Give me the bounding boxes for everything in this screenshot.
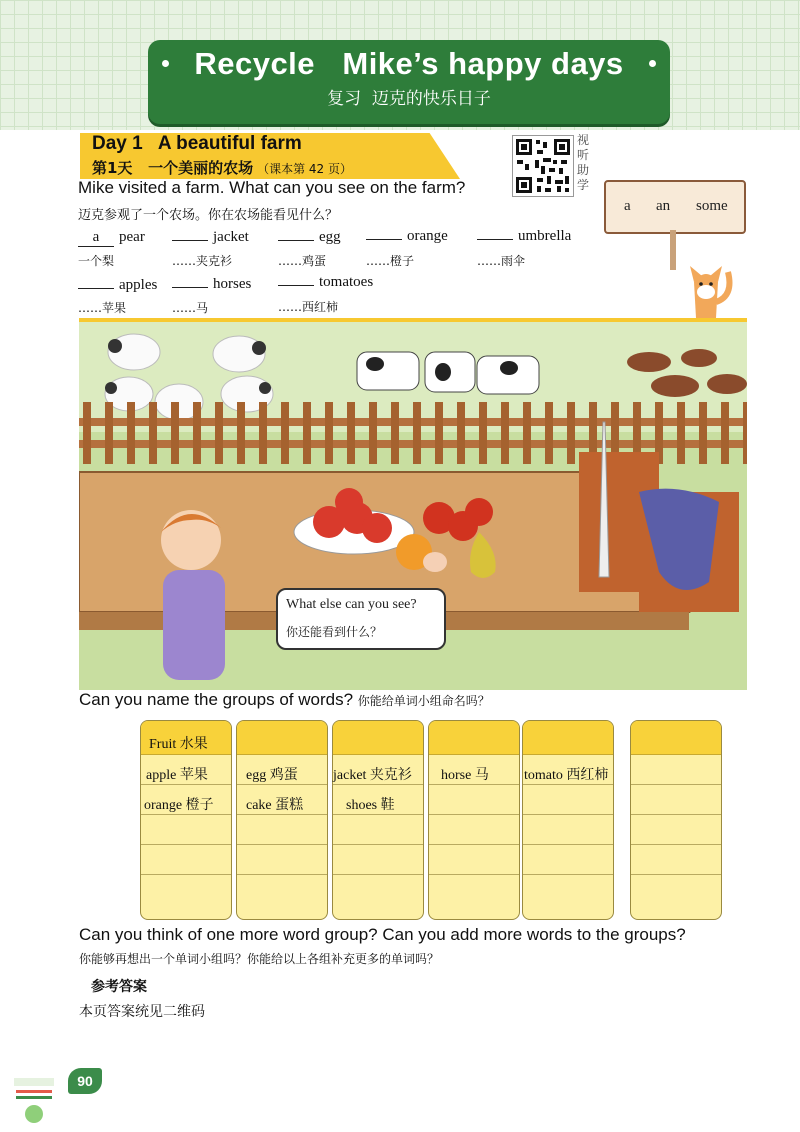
group-word: orange 橙子 <box>144 798 214 813</box>
group-heading[interactable]: Fruit 水果 <box>149 737 208 752</box>
answer-blank[interactable]: a <box>78 229 114 247</box>
fence-post <box>457 402 465 464</box>
word-group-card <box>332 720 424 920</box>
item-zh: ……马 <box>172 301 209 315</box>
egg-icon <box>423 552 447 572</box>
fence-post <box>567 402 575 464</box>
fence-post <box>699 402 707 464</box>
item-word: orange <box>407 228 448 244</box>
exercise3-question-zh: 你能够再想出一个单词小组吗？你能给以上各组补充更多的单词吗？ <box>79 952 440 966</box>
item-zh: 一个梨 <box>78 254 115 268</box>
group-word: jacket 夹克衫 <box>333 768 412 783</box>
exercise1-question-en: Mike visited a farm. What can you see on the farm? <box>78 178 466 197</box>
page-title-en: Recycle Mike’s happy days <box>194 46 624 81</box>
banner-dot-right <box>649 60 656 67</box>
page-title-banner <box>148 40 670 124</box>
speech-bubble-en: What else can you see? <box>286 597 417 612</box>
exercise1-item <box>278 274 373 291</box>
item-word: umbrella <box>518 228 572 244</box>
word-sign <box>604 180 746 234</box>
answer-blank[interactable] <box>278 240 314 241</box>
item-word: pear <box>119 229 145 245</box>
exercise1-item <box>78 277 157 294</box>
fence-post <box>743 402 747 464</box>
exercise1-question-zh: 迈克参观了一个农场。你在农场能看见什么？ <box>78 208 339 223</box>
exercise1-item <box>366 228 448 245</box>
fox-mascot-icon <box>676 252 736 318</box>
item-zh: ……西红柿 <box>278 300 339 314</box>
answer-blank[interactable] <box>78 288 114 289</box>
fence-post <box>523 402 531 464</box>
fence-post <box>83 402 91 464</box>
exercise1-item <box>278 229 341 246</box>
fence-post <box>303 402 311 464</box>
word-group-card <box>428 720 520 920</box>
fence-post <box>677 402 685 464</box>
speech-bubble <box>276 588 446 650</box>
group-word: horse 马 <box>441 768 489 783</box>
exercise2-question <box>79 690 490 710</box>
fence-post <box>325 402 333 464</box>
fence-post <box>479 402 487 464</box>
page-title-zh: 复习 迈克的快乐日子 <box>327 89 491 109</box>
group-word: tomato 西红柿 <box>524 768 609 783</box>
fence-post <box>215 402 223 464</box>
sign-word: a <box>624 198 631 214</box>
exercise2-question-zh: 你能给单词小组命名吗？ <box>357 694 490 708</box>
page-number: 90 <box>68 1068 102 1094</box>
fence-post <box>435 402 443 464</box>
fence-post <box>347 402 355 464</box>
answer-blank[interactable] <box>172 240 208 241</box>
item-word: horses <box>213 276 252 292</box>
exercise1-item <box>477 228 571 245</box>
group-word: apple 苹果 <box>146 768 208 783</box>
qr-label: 视听助学 <box>577 133 590 192</box>
fence-post <box>501 402 509 464</box>
item-word: apples <box>119 277 158 293</box>
day-title-en: Day 1 A beautiful farm <box>92 133 302 154</box>
fence-post <box>149 402 157 464</box>
qr-code-icon <box>513 136 573 196</box>
answers-title: 参考答案 <box>91 979 147 995</box>
answers-text: 本页答案统见二维码 <box>79 1004 205 1020</box>
speech-bubble-zh: 你还能看到什么？ <box>286 625 383 639</box>
exercise1-item <box>78 229 145 247</box>
fence-post <box>127 402 135 464</box>
fence-post <box>281 402 289 464</box>
exercise3-question-en: Can you think of one more word group? Can you add more words to the groups? <box>79 925 686 944</box>
sign-word: an <box>656 198 671 214</box>
fence-post <box>259 402 267 464</box>
answer-blank[interactable] <box>477 239 513 240</box>
answer-blank[interactable] <box>278 285 314 286</box>
answer-blank[interactable] <box>172 287 208 288</box>
fence-post <box>105 402 113 464</box>
word-group-card <box>522 720 614 920</box>
fence-post <box>391 402 399 464</box>
item-word: egg <box>319 229 341 245</box>
day-title-zh-text: 第1天 一个美丽的农场 <box>92 159 254 177</box>
fence-post <box>193 402 201 464</box>
item-zh: ……鸡蛋 <box>278 254 327 268</box>
day-title-zh <box>92 157 352 178</box>
qr-code[interactable] <box>512 135 574 197</box>
item-word: tomatoes <box>319 274 374 290</box>
exercise2-question-en: Can you name the groups of words? <box>79 690 354 709</box>
exercise1-item <box>172 276 251 293</box>
word-group-card <box>236 720 328 920</box>
answer-blank[interactable] <box>366 239 402 240</box>
fence-post <box>369 402 377 464</box>
item-word: jacket <box>213 229 249 245</box>
group-word: cake 蛋糕 <box>246 798 304 813</box>
item-zh: ……雨伞 <box>477 254 526 268</box>
item-zh: ……夹克衫 <box>172 254 233 268</box>
fence-post <box>545 402 553 464</box>
item-zh: ……橙子 <box>366 254 415 268</box>
cow-icon <box>357 352 539 394</box>
fence-post <box>171 402 179 464</box>
boy-illustration <box>161 510 225 680</box>
group-word: egg 鸡蛋 <box>246 768 298 783</box>
fence-post <box>237 402 245 464</box>
word-group-card <box>630 720 722 920</box>
fence-post <box>413 402 421 464</box>
fence-post <box>721 402 729 464</box>
textbook-ref: （课本第 42 页） <box>257 162 353 176</box>
publisher-stamp-icon <box>12 1076 56 1126</box>
banner-dot-left <box>162 60 169 67</box>
group-word: shoes 鞋 <box>346 798 395 813</box>
item-zh: ……苹果 <box>78 301 127 315</box>
sign-word: some <box>696 198 728 214</box>
exercise1-item <box>172 229 249 246</box>
